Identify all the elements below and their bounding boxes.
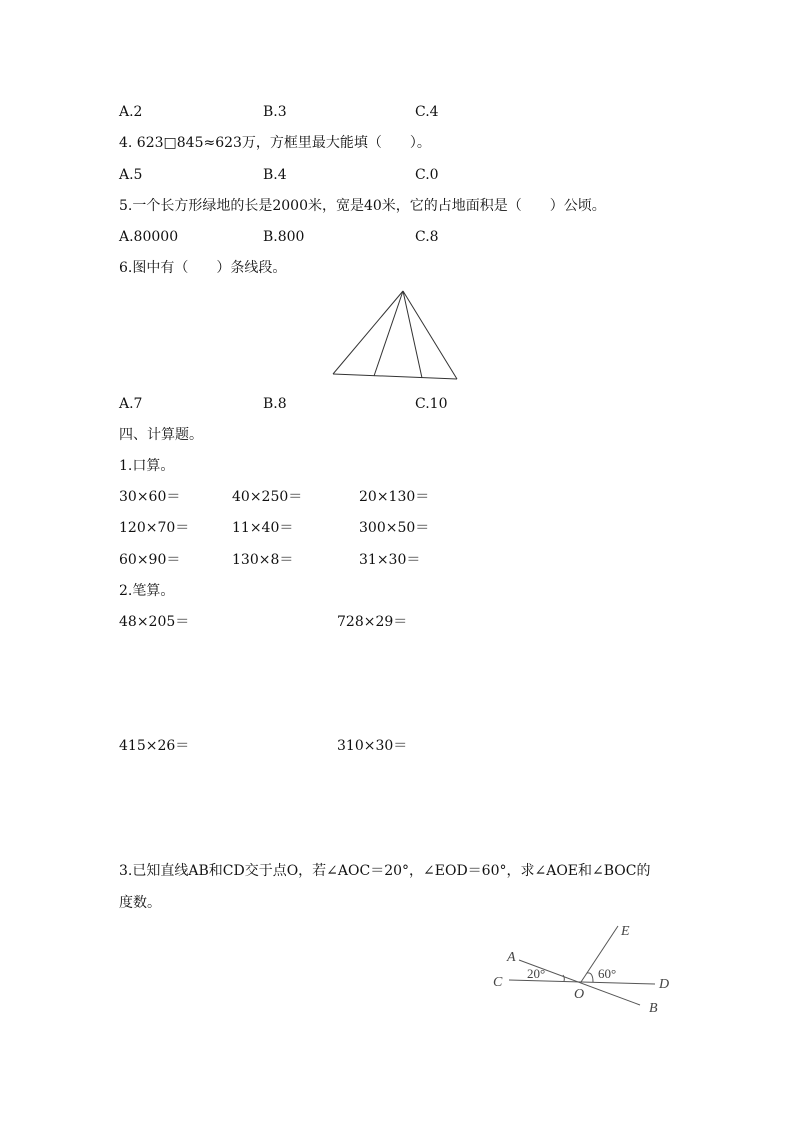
q5-option-b: B.800: [263, 229, 305, 245]
angle-aoc-arc: [563, 975, 564, 981]
oral-calc-item: 11×40＝: [232, 520, 294, 536]
q5-option-c: C.8: [415, 229, 439, 245]
q4-option-b: B.4: [263, 167, 287, 183]
point-label-b: B: [649, 1001, 658, 1016]
angle-eod-arc: [587, 973, 593, 982]
triangle-left-side: [333, 291, 403, 374]
q3-option-a: A.2: [119, 104, 143, 120]
q5-text: 5.一个长方形绿地的长是2000米，宽是40米，它的占地面积是（ ）公顷。: [119, 198, 606, 214]
oral-calc-item: 300×50＝: [359, 520, 430, 536]
q4-option-c: C.0: [415, 167, 439, 183]
section-4-title: 四、计算题。: [119, 427, 203, 443]
angle-problem-text-line2: 度数。: [119, 895, 161, 911]
q6-text: 6.图中有（ ）条线段。: [119, 260, 287, 276]
oral-calc-item: 31×30＝: [359, 552, 421, 568]
q6-option-a: A.7: [119, 396, 143, 412]
q3-option-b: B.3: [263, 104, 287, 120]
q6-option-c: C.10: [415, 396, 448, 412]
oral-calc-item: 120×70＝: [119, 520, 190, 536]
point-label-c: C: [493, 975, 503, 990]
oral-calc-item: 30×60＝: [119, 489, 181, 505]
triangle-inner-line-1: [374, 291, 403, 376]
angle-problem-text-line1: 3.已知直线AB和CD交于点O，若∠AOC＝20°，∠EOD＝60°，求∠AOE和∠BOC的: [119, 863, 651, 879]
oral-calc-title: 1.口算。: [119, 458, 175, 474]
oral-calc-item: 40×250＝: [232, 489, 303, 505]
point-label-a: A: [507, 950, 516, 965]
oral-calc-item: 20×130＝: [359, 489, 430, 505]
oral-calc-item: 60×90＝: [119, 552, 181, 568]
q6-option-b: B.8: [263, 396, 287, 412]
written-calc-item: 728×29＝: [337, 614, 408, 630]
triangle-right-side: [403, 291, 457, 379]
triangle-segments-figure: [330, 288, 462, 382]
point-label-e: E: [621, 924, 630, 939]
q5-option-a: A.80000: [119, 229, 179, 245]
q4-option-a: A.5: [119, 167, 143, 183]
oral-calc-item: 130×8＝: [232, 552, 294, 568]
written-calc-item: 48×205＝: [119, 614, 190, 630]
angle-aoc-label: 20°: [527, 966, 546, 981]
written-calc-item: 310×30＝: [337, 738, 408, 754]
angle-eod-label: 60°: [598, 966, 617, 981]
triangle-base: [333, 374, 457, 379]
q3-option-c: C.4: [415, 104, 439, 120]
written-calc-item: 415×26＝: [119, 738, 190, 754]
intersecting-lines-figure: [485, 916, 685, 1020]
point-label-d: D: [659, 977, 670, 992]
point-label-o: O: [574, 987, 585, 1002]
q4-text: 4. 623□845≈623万，方框里最大能填（ ）。: [119, 135, 431, 151]
triangle-inner-line-2: [403, 291, 422, 378]
written-calc-title: 2.笔算。: [119, 583, 175, 599]
